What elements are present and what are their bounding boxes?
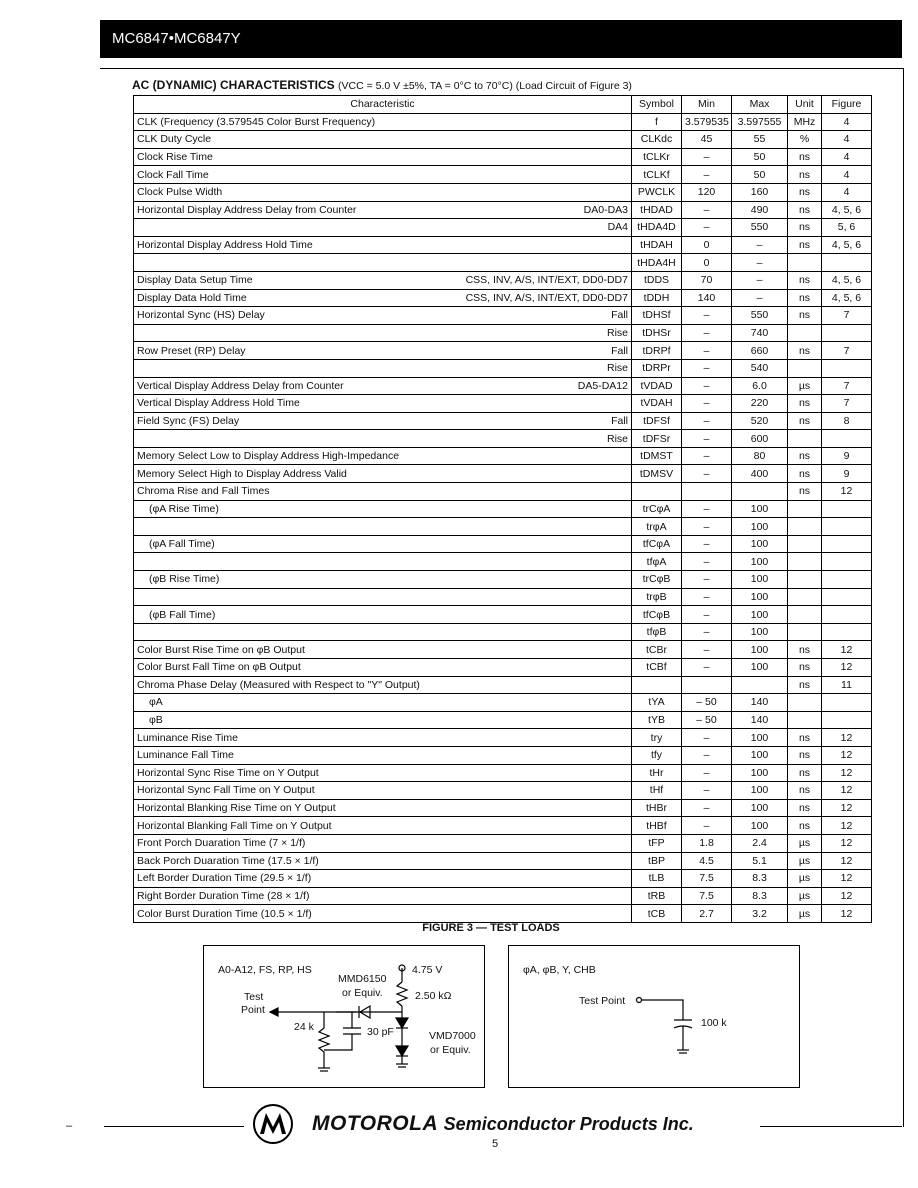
characteristic-label: Field Sync (FS) Delay [137, 414, 240, 427]
cell-max: – [732, 254, 788, 272]
cell-max: 3.2 [732, 905, 788, 923]
characteristic-label: Color Burst Rise Time on φB Output [137, 643, 305, 656]
characteristic-label: (φB Rise Time) [149, 573, 220, 586]
cell-symbol: tDRPf [632, 342, 682, 360]
cell-min: – [682, 746, 732, 764]
cell-min: 120 [682, 183, 732, 201]
cell-symbol: tYA [632, 694, 682, 712]
cell-max: 550 [732, 219, 788, 237]
cell-max: 55 [732, 131, 788, 149]
characteristic-label: Chroma Rise and Fall Times [137, 485, 270, 498]
cell-unit: µs [788, 834, 822, 852]
diode2-equiv-label: or Equiv. [430, 1044, 471, 1056]
cell-min: – [682, 166, 732, 184]
cell-max: 100 [732, 535, 788, 553]
cell-figure: 5, 6 [822, 219, 872, 237]
cell-symbol: tfφB [632, 623, 682, 641]
cell-figure: 12 [822, 834, 872, 852]
cell-max: 520 [732, 412, 788, 430]
cell-max: 100 [732, 571, 788, 589]
cell-max: 140 [732, 711, 788, 729]
cell-unit: ns [788, 289, 822, 307]
header-max: Max [732, 96, 788, 114]
cell-symbol: tCBf [632, 659, 682, 677]
cell-max: 140 [732, 694, 788, 712]
cell-symbol: tHBr [632, 799, 682, 817]
cell-max: 100 [732, 764, 788, 782]
cell-unit: ns [788, 764, 822, 782]
cell-figure: 9 [822, 465, 872, 483]
cell-unit: ns [788, 817, 822, 835]
right-cap-label: 100 k [701, 1017, 727, 1029]
characteristic-label: Horizontal Blanking Rise Time on Y Output [137, 802, 336, 815]
cell-max: 100 [732, 817, 788, 835]
brand-name: MOTOROLA [312, 1112, 438, 1135]
cell-unit: % [788, 131, 822, 149]
cell-symbol: tCLKf [632, 166, 682, 184]
cell-max: 8.3 [732, 887, 788, 905]
characteristic-label: (φA Rise Time) [149, 502, 219, 515]
cell-figure: 12 [822, 905, 872, 923]
resistor-top [397, 982, 407, 1006]
cell-min: – [682, 219, 732, 237]
left-pins-label: A0-A12, FS, RP, HS [218, 964, 312, 976]
cell-unit: ns [788, 219, 822, 237]
cap-label: 30 pF [367, 1026, 394, 1038]
cell-min: 70 [682, 271, 732, 289]
cell-unit: ns [788, 641, 822, 659]
cell-symbol: trφB [632, 588, 682, 606]
cell-min: – [682, 412, 732, 430]
cell-min: 0 [682, 254, 732, 272]
cell-figure: 4, 5, 6 [822, 289, 872, 307]
cell-min: 0 [682, 236, 732, 254]
diode3-symbol [396, 1046, 408, 1056]
cell-figure: 4 [822, 148, 872, 166]
cell-figure: 12 [822, 729, 872, 747]
characteristic-label: Vertical Display Address Delay from Counter [137, 379, 344, 392]
cell-max: 100 [732, 729, 788, 747]
cell-min: – [682, 324, 732, 342]
test-point-arrow [270, 1008, 278, 1016]
cell-figure: 12 [822, 659, 872, 677]
document-title: MC6847•MC6847Y [112, 30, 241, 47]
motorola-logo [252, 1103, 294, 1145]
cell-min: – [682, 606, 732, 624]
brand-division: Semiconductor Products Inc. [443, 1114, 694, 1134]
cell-max: 5.1 [732, 852, 788, 870]
cell-min: – [682, 623, 732, 641]
cell-figure: 4, 5, 6 [822, 201, 872, 219]
characteristic-label: φB [149, 714, 163, 727]
cell-symbol: tCB [632, 905, 682, 923]
cell-symbol: tCBr [632, 641, 682, 659]
characteristic-condition: CSS, INV, A/S, INT/EXT, DD0-DD7 [465, 274, 628, 287]
characteristic-label: Display Data Setup Time [137, 274, 253, 287]
section-conditions: (VCC = 5.0 V ±5%, TA = 0°C to 70°C) (Load Circuit of Figure 3) [338, 80, 632, 92]
characteristic-condition: DA4 [607, 221, 628, 234]
characteristic-label: Display Data Hold Time [137, 291, 247, 304]
cell-unit: µs [788, 887, 822, 905]
cell-max: 100 [732, 659, 788, 677]
cell-symbol: tfCφB [632, 606, 682, 624]
cell-unit: µs [788, 377, 822, 395]
cell-max: 100 [732, 553, 788, 571]
cell-max: – [732, 271, 788, 289]
cell-symbol: tFP [632, 834, 682, 852]
cell-symbol: tDMSV [632, 465, 682, 483]
cell-unit: ns [788, 465, 822, 483]
cell-min: – [682, 359, 732, 377]
characteristic-condition: Rise [606, 362, 628, 375]
characteristic-condition: Rise [606, 327, 628, 340]
section-heading: AC (DYNAMIC) CHARACTERISTICS [132, 78, 335, 92]
cell-symbol: tfy [632, 746, 682, 764]
characteristic-label: Memory Select Low to Display Address High-Impedance [137, 450, 400, 463]
right-pins-label: φA, φB, Y, CHB [523, 964, 596, 976]
cell-min: – [682, 641, 732, 659]
characteristic-label: Memory Select High to Display Address Valid [137, 467, 347, 480]
cell-symbol: tDHSf [632, 307, 682, 325]
characteristic-label: (φB Fall Time) [149, 608, 216, 621]
cell-figure: 7 [822, 307, 872, 325]
cell-max: 100 [732, 746, 788, 764]
cell-symbol: tLB [632, 870, 682, 888]
right-wire [642, 1000, 683, 1020]
cell-max: 400 [732, 465, 788, 483]
right-test-terminal [637, 998, 642, 1003]
characteristic-label: (φA Fall Time) [149, 538, 215, 551]
cell-symbol: tDFSf [632, 412, 682, 430]
cell-max: 100 [732, 500, 788, 518]
cell-min: – [682, 342, 732, 360]
cell-max: – [732, 236, 788, 254]
cell-unit: ns [788, 183, 822, 201]
cell-min: – [682, 201, 732, 219]
cell-symbol: tDMST [632, 447, 682, 465]
cell-max: 160 [732, 183, 788, 201]
cell-symbol: tVDAD [632, 377, 682, 395]
characteristic-condition: Fall [611, 344, 628, 357]
cell-figure: 12 [822, 887, 872, 905]
cell-min: – [682, 571, 732, 589]
cell-min: 7.5 [682, 887, 732, 905]
characteristic-label: Horizontal Display Address Hold Time [137, 239, 313, 252]
characteristic-label: Front Porch Duaration Time (7 × 1/f) [137, 837, 306, 850]
cell-min: – [682, 553, 732, 571]
cell-max: 50 [732, 166, 788, 184]
cell-unit: ns [788, 395, 822, 413]
resistor-bottom [319, 1012, 329, 1068]
cell-min: – [682, 518, 732, 536]
cell-symbol: tRB [632, 887, 682, 905]
cell-symbol: tDFSr [632, 430, 682, 448]
cell-min: 1.8 [682, 834, 732, 852]
cell-max: 100 [732, 641, 788, 659]
cell-figure: 8 [822, 412, 872, 430]
cell-symbol: tDHSr [632, 324, 682, 342]
cell-figure: 11 [822, 676, 872, 694]
cell-figure: 12 [822, 641, 872, 659]
cell-figure: 12 [822, 817, 872, 835]
cell-symbol: tBP [632, 852, 682, 870]
cell-figure: 12 [822, 746, 872, 764]
cell-max: 600 [732, 430, 788, 448]
point-label: Point [241, 1004, 265, 1016]
cell-min: – 50 [682, 694, 732, 712]
characteristic-label: Horizontal Sync Fall Time on Y Output [137, 784, 315, 797]
cell-min: 4.5 [682, 852, 732, 870]
cell-min: – [682, 535, 732, 553]
cell-max: 660 [732, 342, 788, 360]
cell-min: – [682, 782, 732, 800]
cell-symbol: CLKdc [632, 131, 682, 149]
diode2-symbol [396, 1018, 408, 1028]
cell-unit: ns [788, 483, 822, 501]
cell-max: 220 [732, 395, 788, 413]
cell-max: 50 [732, 148, 788, 166]
cell-unit: ns [788, 307, 822, 325]
cell-min: – [682, 764, 732, 782]
cell-max: 100 [732, 606, 788, 624]
cell-symbol: tDDS [632, 271, 682, 289]
cell-unit: ns [788, 746, 822, 764]
cell-symbol: tCLKr [632, 148, 682, 166]
cell-max: 6.0 [732, 377, 788, 395]
cell-unit: ns [788, 342, 822, 360]
cell-unit: ns [788, 799, 822, 817]
cell-unit: µs [788, 852, 822, 870]
characteristic-condition: DA5-DA12 [577, 379, 628, 392]
cell-max: 540 [732, 359, 788, 377]
figure-title: FIGURE 3 — TEST LOADS [422, 922, 560, 934]
characteristic-label: Right Border Duration Time (28 × 1/f) [137, 890, 310, 903]
footer-rule-right [760, 1126, 902, 1127]
characteristic-label: Horizontal Sync Rise Time on Y Output [137, 766, 319, 779]
cell-unit: ns [788, 659, 822, 677]
vcc-label: 4.75 V [412, 964, 443, 976]
cell-figure: 4 [822, 166, 872, 184]
characteristic-condition: CSS, INV, A/S, INT/EXT, DD0-DD7 [465, 291, 628, 304]
test-label: Test [244, 991, 264, 1003]
cell-figure: 12 [822, 870, 872, 888]
cell-max: 2.4 [732, 834, 788, 852]
cell-symbol: tHBf [632, 817, 682, 835]
cell-figure: 12 [822, 764, 872, 782]
header-figure: Figure [822, 96, 872, 114]
characteristic-label: Vertical Display Address Hold Time [137, 397, 300, 410]
cell-figure: 12 [822, 782, 872, 800]
header-unit: Unit [788, 96, 822, 114]
cell-figure: 4 [822, 131, 872, 149]
cell-symbol: trCφA [632, 500, 682, 518]
cell-unit: µs [788, 905, 822, 923]
cell-min: 45 [682, 131, 732, 149]
cell-figure: 12 [822, 483, 872, 501]
cell-min: – 50 [682, 711, 732, 729]
cell-figure: 4, 5, 6 [822, 271, 872, 289]
diode1-equiv-label: or Equiv. [342, 987, 383, 999]
cell-unit: ns [788, 412, 822, 430]
cell-max: 490 [732, 201, 788, 219]
characteristic-label: CLK (Frequency (3.579545 Color Burst Frequency) [137, 115, 376, 128]
characteristic-label: CLK Duty Cycle [137, 133, 212, 146]
cell-unit: ns [788, 201, 822, 219]
cell-unit: ns [788, 166, 822, 184]
r-bottom-label: 24 k [294, 1021, 314, 1033]
cell-symbol: PWCLK [632, 183, 682, 201]
cell-symbol: trCφB [632, 571, 682, 589]
cell-min: – [682, 729, 732, 747]
cell-unit: MHz [788, 113, 822, 131]
cell-max: 8.3 [732, 870, 788, 888]
cell-min: – [682, 395, 732, 413]
header-min: Min [682, 96, 732, 114]
cell-figure: 12 [822, 799, 872, 817]
characteristic-condition: Fall [611, 309, 628, 322]
cell-figure: 4 [822, 183, 872, 201]
characteristic-label: Color Burst Fall Time on φB Output [137, 661, 301, 674]
cell-symbol: tHDAD [632, 201, 682, 219]
characteristic-label: Horizontal Display Address Delay from Counter [137, 203, 357, 216]
cell-min: 140 [682, 289, 732, 307]
cell-unit: ns [788, 447, 822, 465]
cell-symbol: tYB [632, 711, 682, 729]
cell-unit: µs [788, 870, 822, 888]
cell-symbol: tHDAH [632, 236, 682, 254]
characteristic-label: Color Burst Duration Time (10.5 × 1/f) [137, 907, 312, 920]
cell-unit: ns [788, 782, 822, 800]
cell-min: – [682, 307, 732, 325]
cell-min: – [682, 148, 732, 166]
cell-max: 100 [732, 518, 788, 536]
cell-max: 100 [732, 588, 788, 606]
cell-symbol: trφA [632, 518, 682, 536]
cell-figure: 4, 5, 6 [822, 236, 872, 254]
cell-symbol: tDDH [632, 289, 682, 307]
cell-max: 550 [732, 307, 788, 325]
cell-min: 3.579535 [682, 113, 732, 131]
cell-symbol: try [632, 729, 682, 747]
cell-figure: 7 [822, 342, 872, 360]
cell-min: – [682, 465, 732, 483]
characteristic-label: Clock Pulse Width [137, 186, 223, 199]
cell-max: 100 [732, 623, 788, 641]
cell-unit: ns [788, 148, 822, 166]
characteristic-label: Clock Rise Time [137, 151, 213, 164]
characteristic-label: φA [149, 696, 163, 709]
cell-min: 7.5 [682, 870, 732, 888]
footer-brand [312, 1112, 694, 1136]
footer-rule-left [104, 1126, 244, 1127]
cell-figure: 7 [822, 377, 872, 395]
cell-min: – [682, 447, 732, 465]
characteristic-label: Chroma Phase Delay (Measured with Respect to "Y" Output) [137, 678, 420, 691]
cell-symbol: tHDA4D [632, 219, 682, 237]
cell-min: – [682, 500, 732, 518]
cell-figure: 4 [822, 113, 872, 131]
characteristic-label: Luminance Rise Time [137, 731, 238, 744]
cell-symbol: tfφA [632, 553, 682, 571]
cell-symbol: tfCφA [632, 535, 682, 553]
cell-min: – [682, 430, 732, 448]
characteristic-label: Back Porch Duaration Time (17.5 × 1/f) [137, 854, 319, 867]
characteristic-label: Luminance Fall Time [137, 749, 234, 762]
cell-min: 2.7 [682, 905, 732, 923]
header-symbol: Symbol [632, 96, 682, 114]
cell-max: – [732, 289, 788, 307]
characteristic-label: Row Preset (RP) Delay [137, 344, 246, 357]
cell-max: 3.597555 [732, 113, 788, 131]
cell-unit: ns [788, 676, 822, 694]
cell-max: 740 [732, 324, 788, 342]
diode2-label: VMD7000 [429, 1030, 476, 1042]
cell-min: – [682, 659, 732, 677]
cell-figure: 12 [822, 852, 872, 870]
cell-figure: 9 [822, 447, 872, 465]
cell-min: – [682, 588, 732, 606]
cell-unit: ns [788, 236, 822, 254]
cell-max: 100 [732, 799, 788, 817]
cell-max: 80 [732, 447, 788, 465]
r-top-label: 2.50 kΩ [415, 990, 452, 1002]
characteristic-condition: Rise [606, 432, 628, 445]
header-characteristic: Characteristic [134, 96, 632, 114]
cell-symbol: tHf [632, 782, 682, 800]
characteristic-label: Clock Fall Time [137, 168, 209, 181]
margin-dash: – [66, 1120, 73, 1132]
characteristic-condition: DA0-DA3 [583, 203, 628, 216]
cell-symbol: f [632, 113, 682, 131]
characteristic-label: Horizontal Blanking Fall Time on Y Output [137, 819, 332, 832]
cell-min: – [682, 799, 732, 817]
cell-min: – [682, 377, 732, 395]
characteristic-condition: Fall [611, 414, 628, 427]
cell-unit: ns [788, 271, 822, 289]
cell-figure: 7 [822, 395, 872, 413]
cell-min: – [682, 817, 732, 835]
cell-symbol: tVDAH [632, 395, 682, 413]
cell-symbol: tDRPr [632, 359, 682, 377]
cell-unit: ns [788, 729, 822, 747]
cell-max: 100 [732, 782, 788, 800]
cell-symbol: tHr [632, 764, 682, 782]
characteristic-label: Horizontal Sync (HS) Delay [137, 309, 265, 322]
cell-symbol: tHDA4H [632, 254, 682, 272]
characteristic-label: Left Border Duration Time (29.5 × 1/f) [137, 872, 312, 885]
test-point-label: Test Point [579, 995, 626, 1007]
diode1-label: MMD6150 [338, 973, 387, 985]
page-number: 5 [492, 1138, 499, 1150]
